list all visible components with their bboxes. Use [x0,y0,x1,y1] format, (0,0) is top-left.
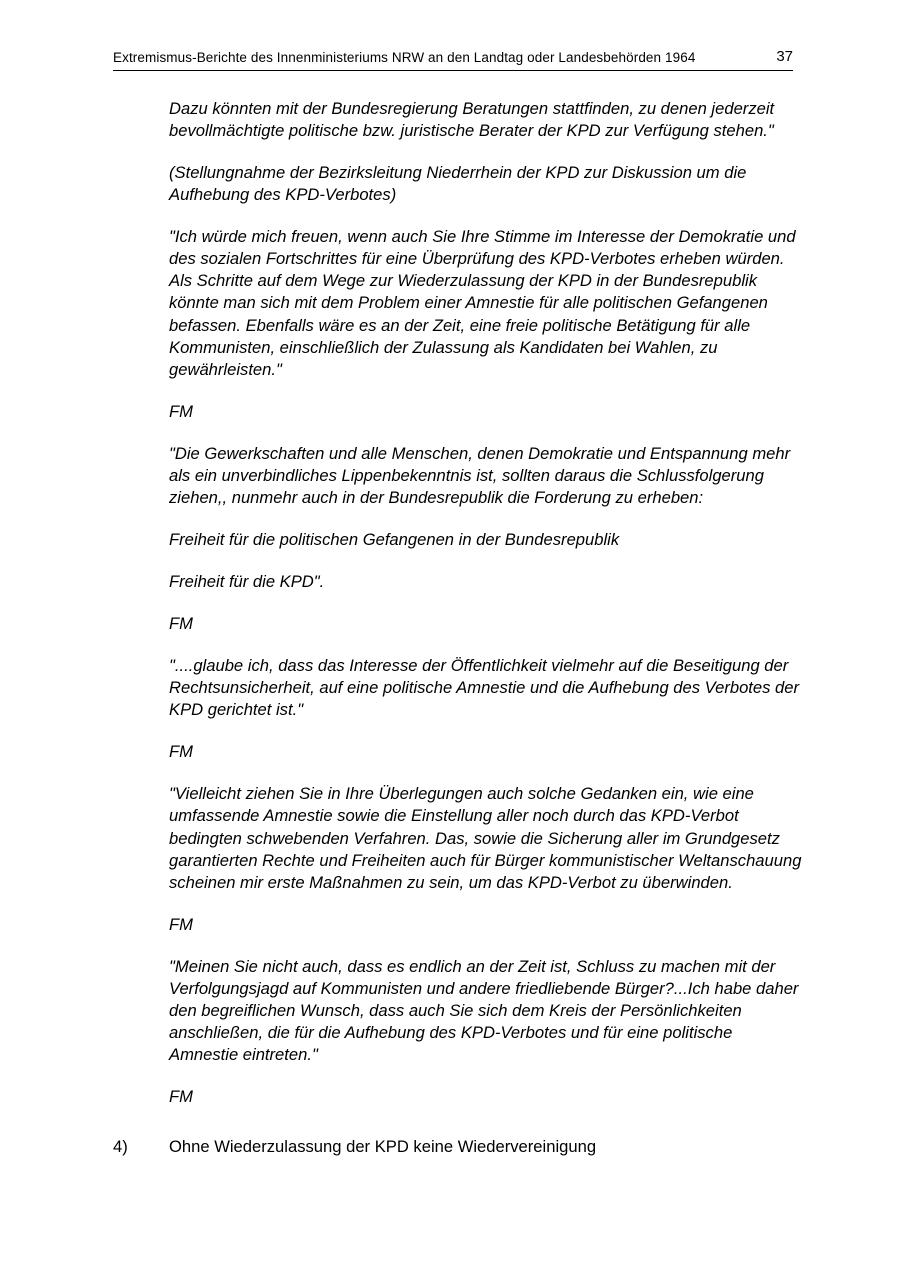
paragraph-attribution: FM [169,1087,193,1107]
document-body [113,98,803,1158]
header-title: Extremismus-Berichte des Innenministeriums NRW an den Landtag oder Landesbehörden 1964 [113,49,696,65]
paragraph-attribution: FM [169,742,193,762]
list-item-number: 4) [113,1137,128,1157]
numbered-list-item [113,1136,803,1158]
paragraph: "Ich würde mich freuen, wenn auch Sie Ihre Stimme im Interesse der Demokratie und des sozialen Fortschrittes für eine Überprüfung des KPD-Verbotes erheben würden. Als Schritte auf dem Wege zur Wiederzulassung der KPD in der Bundesrepublik könnte man sich mit dem Problem einer Amnestie für alle politischen Gefangenen befassen. Ebenfalls wäre es an der Zeit, eine freie politische Betätigung für alle Kommunisten, einschließlich der Zulassung als Kandidaten bei Wahlen, zu gewährleisten." [169,227,796,379]
paragraph: (Stellungnahme der Bezirksleitung Niederrhein der KPD zur Diskussion um die Aufhebung des KPD-Verbotes) [169,163,747,205]
list-item-text: Ohne Wiederzulassung der KPD keine Wiedervereinigung [169,1137,597,1157]
paragraph-attribution: FM [169,614,193,634]
paragraph-attribution: FM [169,401,193,421]
paragraph: "Meinen Sie nicht auch, dass es endlich an der Zeit ist, Schluss zu machen mit der Verfolgungsjagd auf Kommunisten und andere friedliebende Bürger?...Ich habe daher den begreiflichen Wunsch, dass auch Sie sich dem Kreis der Persönlichkeiten anschließen, die für die Aufhebung des KPD-Verbotes und für eine politische Amnestie eintreten." [169,956,799,1064]
page-number: 37 [776,48,793,65]
paragraph: "Vielleicht ziehen Sie in Ihre Überlegungen auch solche Gedanken ein, wie eine umfassende Amnestie sowie die Einstellung aller noch durch das KPD-Verbot bedingten schwebenden Verfahren. Das, sowie die Sicherung aller im Grundgesetz garantierten Rechte und Freiheiten auch für Bürger kommunistischer Weltanschauung scheinen mir erste Maßnahmen zu sein, um das KPD-Verbot zu überwinden. [169,784,802,892]
paragraph: Freiheit für die KPD". [169,572,325,591]
paragraph: "Die Gewerkschaften und alle Menschen, denen Demokratie und Entspannung mehr als ein unverbindliches Lippenbekenntnis ist, sollten daraus die Schlussfolgerung ziehen,, nunmehr auch in der Bundesrepublik die Forderung zu erheben: [169,443,791,507]
paragraph: Dazu könnten mit der Bundesregierung Beratungen stattfinden, zu denen jederzeit bevollmächtigte politische bzw. juristische Berater der KPD zur Verfügung stehen." [169,99,775,141]
paragraph-attribution: FM [169,914,193,934]
page-header [113,48,793,71]
paragraph: "....glaube ich, dass das Interesse der Öffentlichkeit vielmehr auf die Beseitigung der Rechtsunsicherheit, auf eine politische Amnestie und die Aufhebung des Verbotes der KPD gerichtet ist." [169,656,800,720]
paragraph: Freiheit für die politischen Gefangenen in der Bundesrepublik [169,529,620,549]
